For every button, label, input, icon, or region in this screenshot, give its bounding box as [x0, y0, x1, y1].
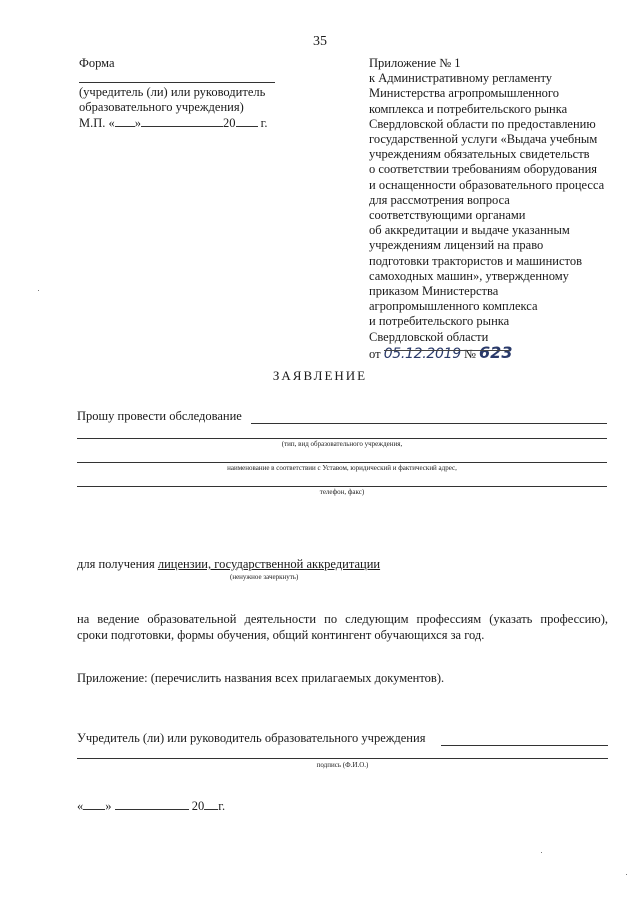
mp-prefix: М.П. «	[79, 116, 115, 130]
appendix-number-label: №	[463, 346, 476, 361]
education-line-2: сроки подготовки, формы обучения, общий контингент обучающихся за год.	[77, 628, 485, 642]
page-number: 35	[313, 34, 327, 49]
purpose-options: лицензии, государственной аккредитации	[157, 557, 381, 571]
appendix-line: Министерства агропромышленного	[369, 86, 559, 101]
appendix-line: учреждениям лицензий на право	[369, 238, 544, 253]
date-line	[77, 799, 225, 814]
form-founder-line	[79, 82, 275, 83]
education-line-1: на ведение образовательной деятельности по следующим профессиям (указать профессию),	[77, 612, 608, 626]
scan-speck	[626, 874, 627, 875]
appendix-line: государственной услуги «Выдача учебным	[369, 132, 598, 147]
appendix-line: для рассмотрения вопроса	[369, 192, 510, 207]
attachment-text: Приложение: (перечислить названия всех прилагаемых документов).	[77, 671, 445, 685]
appendix-line: комплекса и потребительского рынка	[369, 101, 568, 116]
mp-year: 20	[223, 116, 236, 130]
signature-line-1	[441, 745, 608, 746]
scan-speck	[38, 290, 39, 291]
form-label: Форма	[79, 56, 115, 70]
appendix-number-handwritten: 623	[479, 342, 513, 362]
appendix-date-handwritten: 05.12.2019	[383, 345, 461, 362]
appendix-line: подготовки трактористов и машинистов	[369, 253, 582, 268]
request-hint-phone: телефон, факс)	[319, 488, 365, 496]
document-title: ЗАЯВЛЕНИЕ	[272, 368, 368, 383]
date-open: «	[77, 799, 84, 813]
request-hint-type: (тип, вид образовательного учреждения,	[281, 440, 403, 448]
scan-speck	[541, 852, 542, 853]
date-close: »	[105, 799, 112, 813]
appendix-line: и оснащенности образовательного процесса	[369, 177, 605, 192]
appendix-line: к Административному регламенту	[369, 71, 553, 86]
form-founder-caption: (учредитель (ли) или руководитель	[79, 85, 266, 99]
appendix-line: самоходных машин», утвержденному	[369, 268, 569, 283]
request-hint-name: наименование в соответствии с Уставом, юридический и фактический адрес,	[227, 464, 457, 472]
appendix-from-label: от	[369, 346, 381, 361]
appendix-order-line	[369, 342, 604, 362]
mp-suffix: г.	[260, 116, 268, 130]
signature-hint: подпись (Ф.И.О.)	[316, 761, 369, 769]
request-line-2	[77, 438, 607, 439]
appendix-line: Свердловской области	[369, 329, 489, 344]
request-line-3	[77, 462, 607, 463]
appendix-line: агропромышленного комплекса	[369, 299, 538, 314]
purpose-hint: (ненужное зачеркнуть)	[230, 573, 299, 581]
date-year: 20	[191, 799, 205, 813]
request-line-1	[251, 423, 607, 424]
form-institution-caption: образовательного учреждения)	[79, 100, 244, 114]
request-lead: Прошу провести обследование	[77, 409, 242, 423]
appendix-line: соответствующими органами	[369, 208, 526, 223]
purpose-line	[77, 557, 380, 572]
appendix-block	[369, 56, 604, 362]
appendix-line: о соответствии требованиям оборудования	[369, 162, 598, 177]
request-line-4	[77, 486, 607, 487]
mp-mid: »	[134, 116, 142, 130]
signature-line-2	[77, 758, 608, 759]
appendix-line: и потребительского рынка	[369, 314, 510, 329]
appendix-line: об аккредитации и выдаче указанным	[369, 223, 570, 238]
date-suffix: г.	[218, 799, 226, 813]
appendix-line: Свердловской области по предоставлению	[369, 116, 596, 131]
appendix-line: Приложение № 1	[369, 56, 461, 70]
signature-label: Учредитель (ли) или руководитель образовательного учреждения	[77, 731, 426, 745]
appendix-order-underline	[384, 350, 510, 351]
appendix-line: приказом Министерства	[369, 284, 499, 299]
appendix-line: учреждениям обязательных свидетельств	[369, 147, 590, 162]
mp-line	[79, 116, 268, 131]
purpose-prefix: для получения	[77, 557, 155, 571]
